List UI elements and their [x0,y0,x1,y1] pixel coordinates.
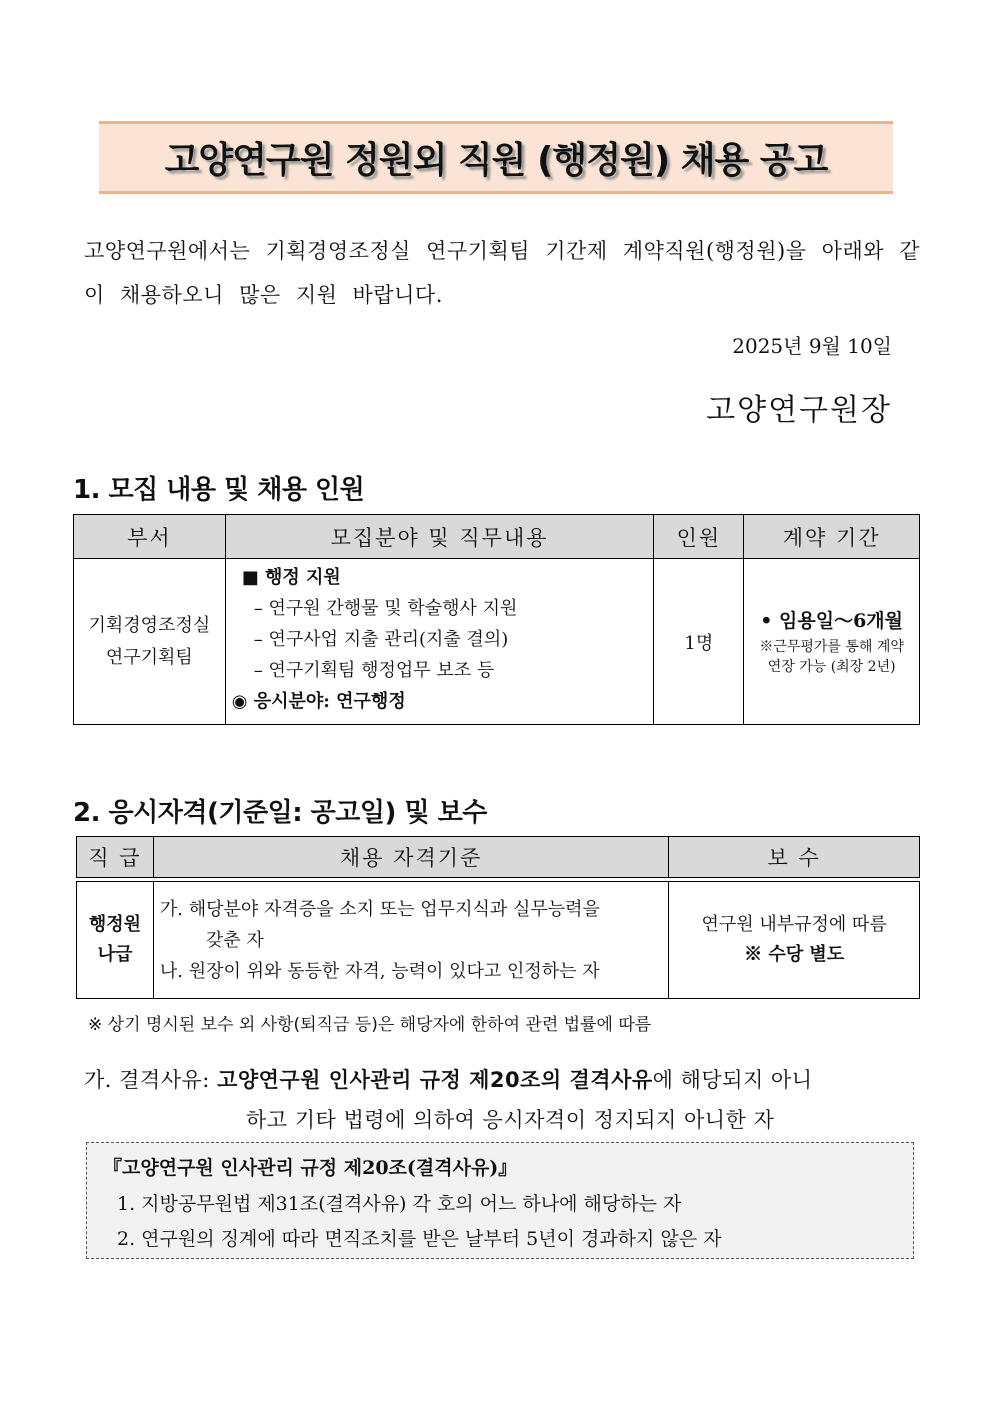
header-count: 인원 [654,515,744,559]
header-grade: 직 급 [77,837,154,878]
section1-heading: 1. 모집 내용 및 채용 인원 [73,475,365,505]
qualification-item: 가. 해당분야 자격증을 소지 또는 업무지식과 실무능력을 [159,898,600,920]
duty-item: – 연구기획팀 행정업무 보조 등 [253,660,495,681]
duty-cell [225,559,654,725]
period-note: ※근무평가를 통해 계약 [759,639,904,655]
table-header-row [77,837,920,878]
duty-item: – 연구원 간행물 및 학술행사 지원 [253,598,518,619]
disqualification-text [84,1060,920,1140]
period-cell [744,559,920,725]
header-qualification: 채용 자격기준 [153,837,668,878]
qualification-item: 갖춘 자 [205,929,264,951]
count-cell: 1명 [654,559,744,725]
qualification-cell [153,882,668,999]
rule-item: 1. 지방공무원법 제31조(결격사유) 각 호의 어느 하나에 해당하는 자 [117,1193,682,1215]
disq-label: 가. 결격사유: [84,1068,218,1092]
header-pay: 보 수 [669,837,920,878]
disq-line2: 하고 기타 법령에 의하여 응시자격이 정지되지 아니한 자 [246,1108,775,1132]
recruitment-table [73,514,920,725]
pay-rule: 연구원 내부규정에 따름 [701,914,887,935]
pay-cell [669,882,920,999]
disq-rule-ref: 고양연구원 인사관리 규정 제20조의 결격사유 [217,1068,653,1092]
qualification-table [76,836,920,999]
field-title: ■ 행정 지원 [241,567,341,588]
table-row [74,559,920,725]
rule-item: 2. 연구원의 징계에 따라 면직조치를 받은 날부터 5년이 경과하지 않은 자 [117,1228,722,1250]
section2-heading: 2. 응시자격(기준일: 공고일) 및 보수 [73,798,487,828]
pay-footnote: ※ 상기 명시된 보수 외 사항(퇴직금 등)은 해당자에 한하여 관련 법률에 따름 [88,1015,652,1035]
intro-paragraph: 고양연구원에서는 기획경영조정실 연구기획팀 기간제 계약직원(행정원)을 아래와 같이 채용하오니 많은 지원 바랍니다. [84,239,920,307]
notice-date: 2025년 9월 10일 [732,334,892,358]
period-main: • 임용일～6개월 [760,610,904,632]
pay-allowance: ※ 수당 별도 [744,944,845,965]
header-period: 계약 기간 [744,515,920,559]
apply-field: ◉ 응시분야: 연구행정 [231,691,406,712]
grade-level: 나급 [97,944,133,965]
rule-title: 『고양연구원 인사관리 규정 제20조(결격사유)』 [103,1157,518,1179]
period-note: 연장 가능 (최장 2년) [767,659,896,675]
dept-name: 기획경영조정실 [88,614,211,636]
table-header-row [74,515,920,559]
dept-cell [74,559,226,725]
team-name: 연구기획팀 [105,646,193,668]
duty-item: – 연구사업 지출 관리(지출 결의) [253,629,509,650]
page-title: 고양연구원 정원외 직원 (행정원) 채용 공고 [164,140,828,181]
header-field: 모집분야 및 직무내용 [225,515,654,559]
header-dept: 부서 [74,515,226,559]
rule-box [86,1142,914,1259]
grade-cell [77,882,154,999]
disq-rest: 에 해당되지 아니 [652,1068,813,1092]
qualification-item: 나. 원장이 위와 동등한 자격, 능력이 있다고 인정하는 자 [159,960,600,982]
title-banner [99,121,893,194]
grade-name: 행정원 [88,914,142,935]
table-row [77,882,920,999]
signature: 고양연구원장 [706,393,892,428]
